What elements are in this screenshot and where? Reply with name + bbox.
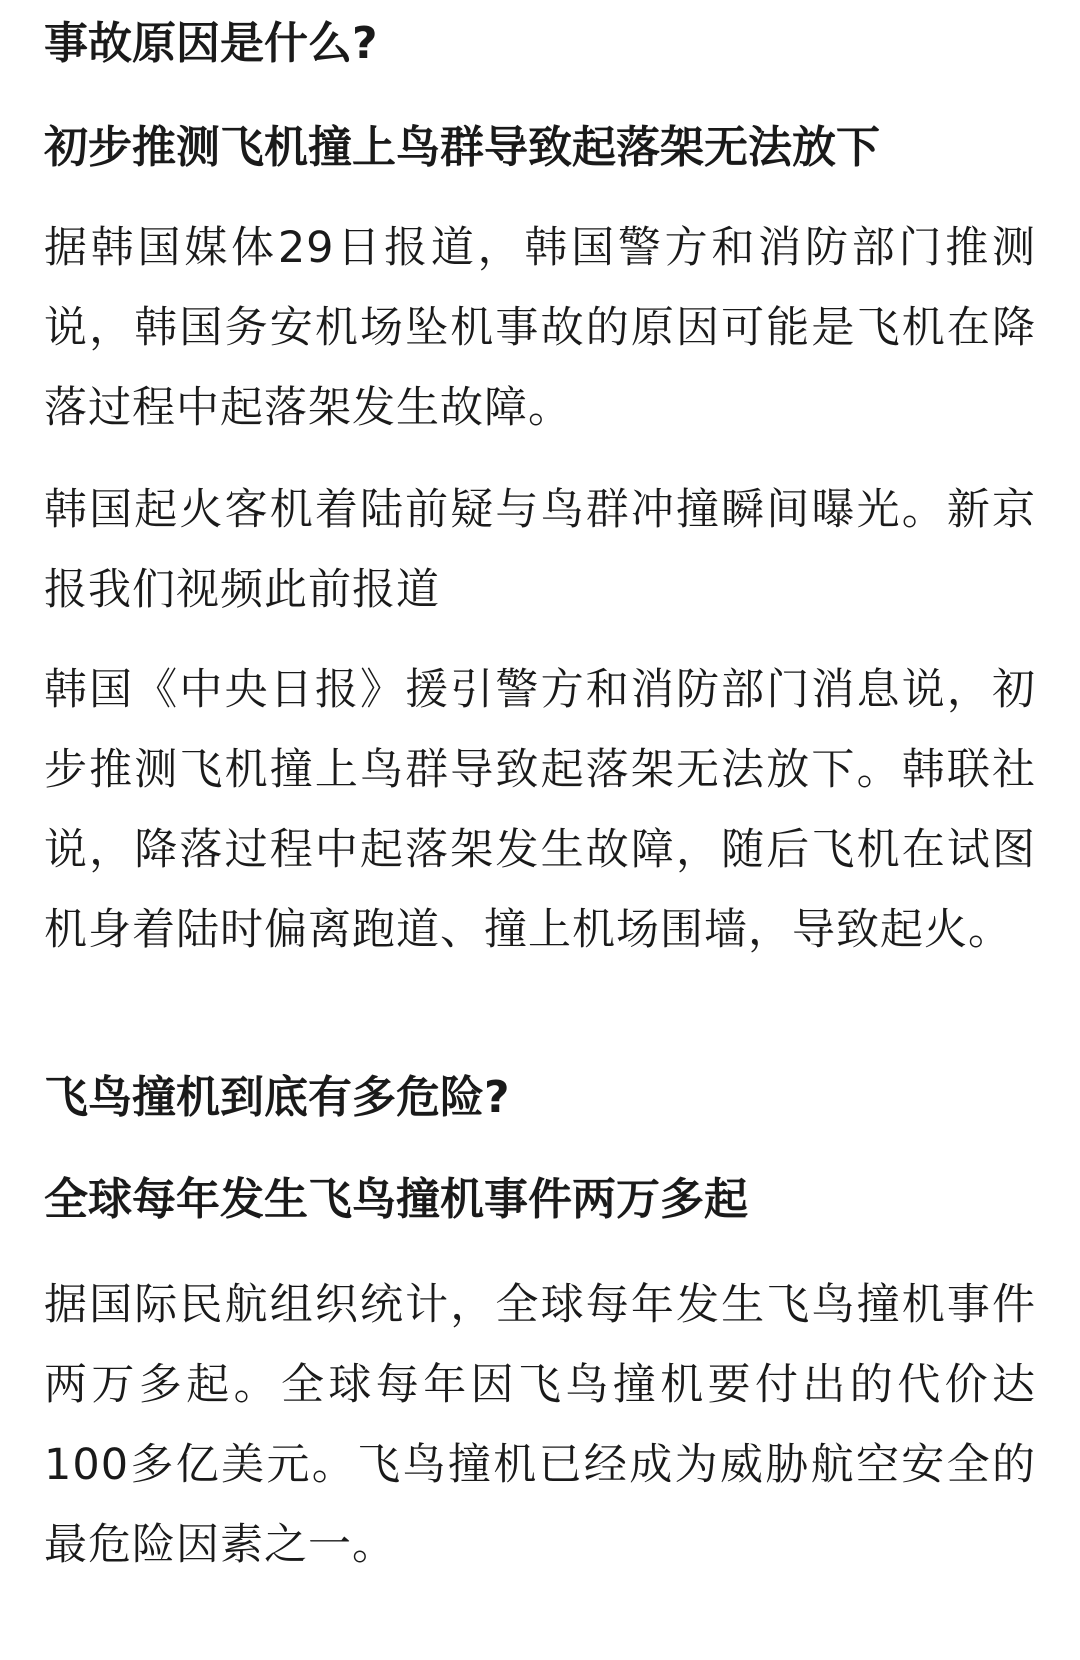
heading-cause-question: 事故原因是什么? xyxy=(44,18,378,69)
paragraph-joongang-report: 韩国《中央日报》援引警方和消防部门消息说，初步推测飞机撞上鸟群导致起落架无法放下。韩联社说，降落过程中起落架发生故障，随后飞机在试图机身着陆时偏离跑道、撞上机场围墙，导致起火。 xyxy=(44,665,1036,955)
paragraph-video-report: 韩国起火客机着陆前疑与鸟群冲撞瞬间曝光。新京报我们视频此前报道 xyxy=(44,485,1036,615)
paragraph-korean-media: 据韩国媒体29日报道，韩国警方和消防部门推测说，韩国务安机场坠机事故的原因可能是飞机在降落过程中起落架发生故障。 xyxy=(44,223,1036,433)
paragraph-icao-statistics: 据国际民航组织统计，全球每年发生飞鸟撞机事件两万多起。全球每年因飞鸟撞机要付出的代价达100多亿美元。飞鸟撞机已经成为威胁航空安全的最危险因素之一。 xyxy=(44,1280,1036,1570)
heading-danger-question: 飞鸟撞机到底有多危险? xyxy=(44,1072,510,1123)
heading-cause-answer: 初步推测飞机撞上鸟群导致起落架无法放下 xyxy=(44,122,880,173)
heading-danger-answer: 全球每年发生飞鸟撞机事件两万多起 xyxy=(44,1174,748,1225)
